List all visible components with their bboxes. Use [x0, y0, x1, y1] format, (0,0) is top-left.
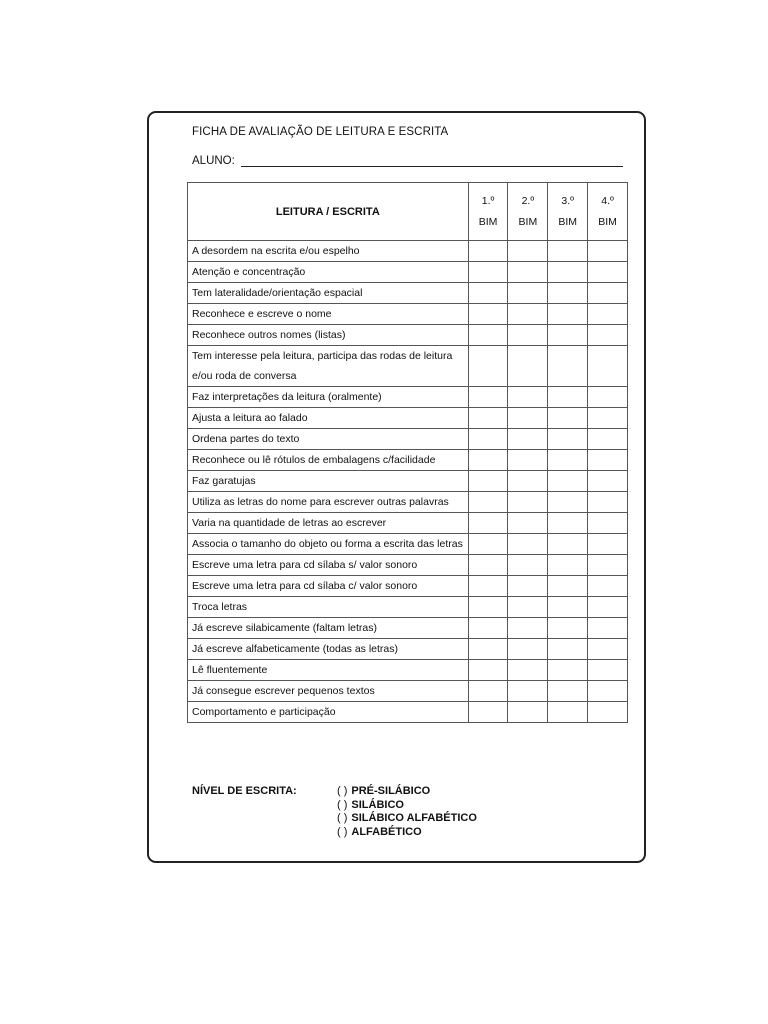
grade-cell-bim-3[interactable]: [548, 241, 588, 262]
grade-cell-bim-3[interactable]: [548, 346, 588, 387]
table-row: [188, 304, 628, 325]
grade-cell-bim-1[interactable]: [468, 513, 508, 534]
grade-cell-bim-2[interactable]: [508, 660, 548, 681]
criterion-label: Reconhece outros nomes (listas): [188, 325, 469, 346]
criterion-label: Reconhece ou lê rótulos de embalagens c/facilidade: [188, 450, 469, 471]
checkbox-parens[interactable]: ( ): [337, 785, 348, 797]
form-title: FICHA DE AVALIAÇÃO DE LEITURA E ESCRITA: [192, 126, 449, 138]
student-label: ALUNO:: [192, 155, 235, 167]
criterion-label: Faz garatujas: [188, 471, 469, 492]
column-header-bim-2: 2.º BIM: [508, 183, 548, 241]
grade-cell-bim-3[interactable]: [548, 681, 588, 702]
grade-cell-bim-3[interactable]: [548, 702, 588, 723]
criterion-label: Já escreve alfabeticamente (todas as letras): [188, 639, 469, 660]
column-header-bim-4: 4.º BIM: [588, 183, 628, 241]
checkbox-parens[interactable]: ( ): [337, 812, 348, 824]
column-header-bim-3: 3.º BIM: [548, 183, 588, 241]
table-header-row: [188, 183, 628, 241]
grade-cell-bim-4[interactable]: [588, 681, 628, 702]
table-row: [188, 429, 628, 450]
grade-cell-bim-1[interactable]: [468, 492, 508, 513]
grade-cell-bim-3[interactable]: [548, 555, 588, 576]
grade-cell-bim-3[interactable]: [548, 408, 588, 429]
grade-cell-bim-2[interactable]: [508, 346, 548, 387]
grade-cell-bim-3[interactable]: [548, 283, 588, 304]
evaluation-table: [187, 182, 628, 723]
grade-cell-bim-1[interactable]: [468, 618, 508, 639]
grade-cell-bim-3[interactable]: [548, 513, 588, 534]
criterion-label: Já consegue escrever pequenos textos: [188, 681, 469, 702]
grade-cell-bim-4[interactable]: [588, 534, 628, 555]
grade-cell-bim-4[interactable]: [588, 513, 628, 534]
table-body: [188, 241, 628, 723]
grade-cell-bim-1[interactable]: [468, 450, 508, 471]
grade-cell-bim-2[interactable]: [508, 681, 548, 702]
grade-cell-bim-1[interactable]: [468, 408, 508, 429]
table-row: [188, 283, 628, 304]
grade-cell-bim-4[interactable]: [588, 304, 628, 325]
writing-level-option[interactable]: [337, 785, 477, 799]
grade-cell-bim-4[interactable]: [588, 241, 628, 262]
table-row: [188, 450, 628, 471]
grade-cell-bim-1[interactable]: [468, 597, 508, 618]
criterion-label: Escreve uma letra para cd sílaba s/ valor sonoro: [188, 555, 469, 576]
grade-cell-bim-4[interactable]: [588, 492, 628, 513]
grade-cell-bim-4[interactable]: [588, 471, 628, 492]
grade-cell-bim-4[interactable]: [588, 660, 628, 681]
table-row: [188, 262, 628, 283]
writing-level-options: [337, 785, 477, 839]
writing-level-label: NÍVEL DE ESCRITA:: [192, 785, 297, 797]
grade-cell-bim-4[interactable]: [588, 618, 628, 639]
grade-cell-bim-4[interactable]: [588, 702, 628, 723]
writing-level-option[interactable]: [337, 826, 477, 840]
grade-cell-bim-3[interactable]: [548, 429, 588, 450]
table-row: [188, 597, 628, 618]
table-row: [188, 387, 628, 408]
writing-level-option[interactable]: [337, 812, 477, 826]
table-row: [188, 534, 628, 555]
criterion-label: Varia na quantidade de letras ao escrever: [188, 513, 469, 534]
criterion-label: Tem interesse pela leitura, participa das rodas de leitura e/ou roda de conversa: [188, 346, 469, 387]
student-field: [192, 155, 623, 167]
table-row: [188, 702, 628, 723]
grade-cell-bim-2[interactable]: [508, 262, 548, 283]
grade-cell-bim-2[interactable]: [508, 471, 548, 492]
grade-cell-bim-1[interactable]: [468, 325, 508, 346]
grade-cell-bim-4[interactable]: [588, 555, 628, 576]
grade-cell-bim-4[interactable]: [588, 387, 628, 408]
grade-cell-bim-3[interactable]: [548, 262, 588, 283]
grade-cell-bim-1[interactable]: [468, 262, 508, 283]
grade-cell-bim-4[interactable]: [588, 346, 628, 387]
grade-cell-bim-1[interactable]: [468, 660, 508, 681]
table-row: [188, 618, 628, 639]
grade-cell-bim-2[interactable]: [508, 513, 548, 534]
table-row: [188, 325, 628, 346]
table-row: [188, 241, 628, 262]
grade-cell-bim-2[interactable]: [508, 492, 548, 513]
grade-cell-bim-2[interactable]: [508, 639, 548, 660]
grade-cell-bim-2[interactable]: [508, 325, 548, 346]
criterion-label: Reconhece e escreve o nome: [188, 304, 469, 325]
grade-cell-bim-2[interactable]: [508, 576, 548, 597]
criterion-label: Escreve uma letra para cd sílaba c/ valor sonoro: [188, 576, 469, 597]
grade-cell-bim-3[interactable]: [548, 304, 588, 325]
table-row: [188, 660, 628, 681]
evaluation-form: [147, 111, 646, 863]
criterion-label: Associa o tamanho do objeto ou forma a escrita das letras: [188, 534, 469, 555]
grade-cell-bim-4[interactable]: [588, 262, 628, 283]
criterion-label: Lê fluentemente: [188, 660, 469, 681]
grade-cell-bim-3[interactable]: [548, 618, 588, 639]
table-row: [188, 639, 628, 660]
table-row: [188, 555, 628, 576]
table-row: [188, 346, 628, 387]
grade-cell-bim-1[interactable]: [468, 681, 508, 702]
writing-level-option-label: ALFABÉTICO: [351, 825, 422, 838]
grade-cell-bim-2[interactable]: [508, 702, 548, 723]
grade-cell-bim-1[interactable]: [468, 555, 508, 576]
grade-cell-bim-1[interactable]: [468, 387, 508, 408]
criterion-label: Utiliza as letras do nome para escrever outras palavras: [188, 492, 469, 513]
grade-cell-bim-1[interactable]: [468, 346, 508, 387]
checkbox-parens[interactable]: ( ): [337, 798, 348, 811]
writing-level-option-label: SILÁBICO ALFABÉTICO: [351, 812, 477, 824]
table-row: [188, 492, 628, 513]
grade-cell-bim-2[interactable]: [508, 408, 548, 429]
column-header-reading-writing: LEITURA / ESCRITA: [188, 183, 469, 241]
table-row: [188, 471, 628, 492]
criterion-label: Atenção e concentração: [188, 262, 469, 283]
writing-level-option[interactable]: [337, 799, 477, 813]
grade-cell-bim-4[interactable]: [588, 576, 628, 597]
grade-cell-bim-2[interactable]: [508, 387, 548, 408]
column-header-bim-1: 1.º BIM: [468, 183, 508, 241]
grade-cell-bim-4[interactable]: [588, 597, 628, 618]
criterion-label: Tem lateralidade/orientação espacial: [188, 283, 469, 304]
grade-cell-bim-2[interactable]: [508, 241, 548, 262]
grade-cell-bim-1[interactable]: [468, 534, 508, 555]
writing-level-section: [192, 785, 477, 839]
criterion-label: Troca letras: [188, 597, 469, 618]
grade-cell-bim-3[interactable]: [548, 387, 588, 408]
student-name-line[interactable]: [241, 156, 623, 167]
grade-cell-bim-3[interactable]: [548, 639, 588, 660]
criterion-label: A desordem na escrita e/ou espelho: [188, 241, 469, 262]
criterion-label: Já escreve silabicamente (faltam letras): [188, 618, 469, 639]
grade-cell-bim-2[interactable]: [508, 429, 548, 450]
grade-cell-bim-4[interactable]: [588, 283, 628, 304]
grade-cell-bim-1[interactable]: [468, 702, 508, 723]
grade-cell-bim-2[interactable]: [508, 450, 548, 471]
grade-cell-bim-3[interactable]: [548, 450, 588, 471]
criterion-label: Comportamento e participação: [188, 702, 469, 723]
grade-cell-bim-2[interactable]: [508, 597, 548, 618]
criterion-label: Ajusta a leitura ao falado: [188, 408, 469, 429]
criterion-label: Ordena partes do texto: [188, 429, 469, 450]
grade-cell-bim-1[interactable]: [468, 241, 508, 262]
grade-cell-bim-1[interactable]: [468, 471, 508, 492]
table-row: [188, 576, 628, 597]
grade-cell-bim-2[interactable]: [508, 283, 548, 304]
grade-cell-bim-4[interactable]: [588, 639, 628, 660]
grade-cell-bim-1[interactable]: [468, 639, 508, 660]
grade-cell-bim-1[interactable]: [468, 283, 508, 304]
grade-cell-bim-4[interactable]: [588, 325, 628, 346]
grade-cell-bim-4[interactable]: [588, 450, 628, 471]
grade-cell-bim-2[interactable]: [508, 304, 548, 325]
grade-cell-bim-1[interactable]: [468, 429, 508, 450]
criterion-label: Faz interpretações da leitura (oralmente): [188, 387, 469, 408]
table-row: [188, 513, 628, 534]
grade-cell-bim-3[interactable]: [548, 471, 588, 492]
grade-cell-bim-3[interactable]: [548, 325, 588, 346]
grade-cell-bim-2[interactable]: [508, 555, 548, 576]
grade-cell-bim-3[interactable]: [548, 576, 588, 597]
grade-cell-bim-2[interactable]: [508, 534, 548, 555]
writing-level-option-label: PRÉ-SILÁBICO: [351, 785, 431, 797]
grade-cell-bim-3[interactable]: [548, 660, 588, 681]
grade-cell-bim-1[interactable]: [468, 576, 508, 597]
writing-level-option-label: SILÁBICO: [351, 798, 404, 811]
grade-cell-bim-3[interactable]: [548, 597, 588, 618]
grade-cell-bim-4[interactable]: [588, 408, 628, 429]
table-row: [188, 408, 628, 429]
checkbox-parens[interactable]: ( ): [337, 825, 348, 838]
grade-cell-bim-3[interactable]: [548, 492, 588, 513]
grade-cell-bim-4[interactable]: [588, 429, 628, 450]
grade-cell-bim-3[interactable]: [548, 534, 588, 555]
grade-cell-bim-2[interactable]: [508, 618, 548, 639]
grade-cell-bim-1[interactable]: [468, 304, 508, 325]
table-row: [188, 681, 628, 702]
